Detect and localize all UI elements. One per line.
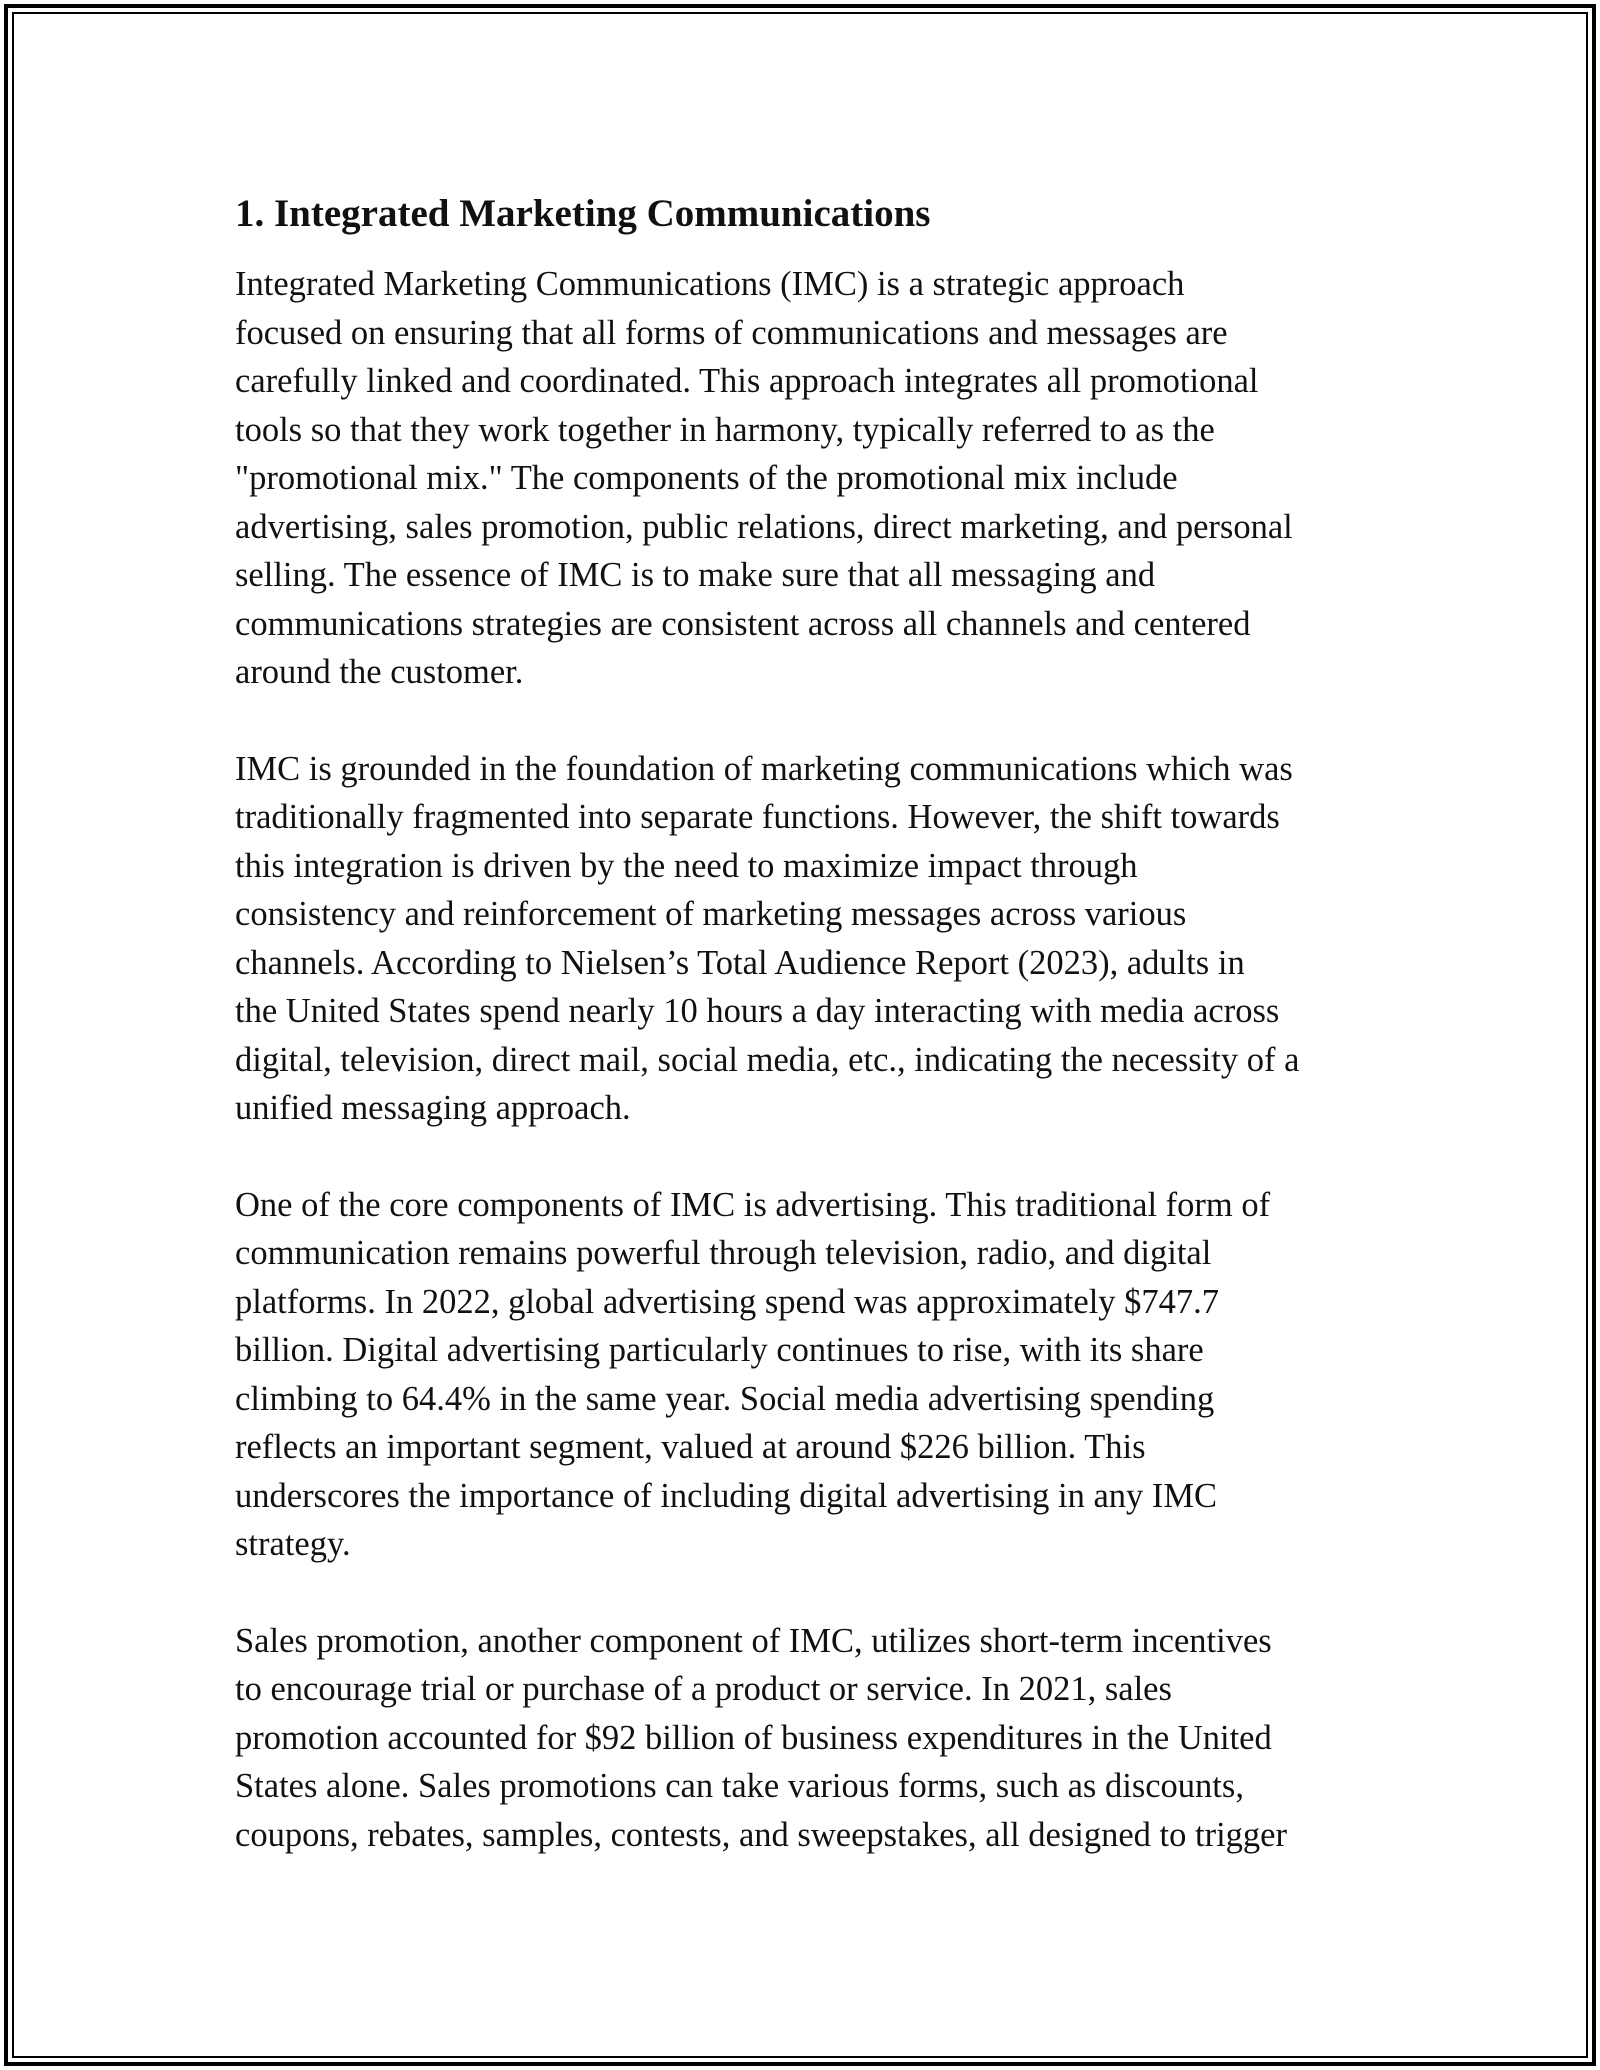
text-line: coupons, rebates, samples, contests, and sweepstakes, all designed to trigger (235, 1815, 1287, 1854)
text-line: selling. The essence of IMC is to make sure that all messaging and (235, 556, 1156, 594)
text-line: One of the core components of IMC is advertising. This traditional form of (235, 1185, 1271, 1224)
text-line: IMC is grounded in the foundation of marketing communications which was (235, 749, 1293, 788)
text-line: tools so that they work together in harmony, typically referred to as the (235, 410, 1215, 449)
text-line: focused on ensuring that all forms of communications and messages are (235, 313, 1228, 352)
text-line: to encourage trial or purchase of a product or service. In 2021, sales (235, 1670, 1172, 1708)
text-line: the United States spend nearly 10 hours a day interacting with media across (235, 992, 1280, 1030)
text-line: promotion accounted for $92 billion of business expenditures in the United (235, 1718, 1272, 1757)
paragraph-advertising (235, 1181, 1395, 1569)
paragraph-imc-definition (235, 260, 1395, 697)
text-line: around the customer. (235, 653, 524, 691)
text-line: advertising, sales promotion, public relations, direct marketing, and personal (235, 507, 1293, 546)
text-line: communications strategies are consistent across all channels and centered (235, 604, 1251, 643)
text-line: Sales promotion, another component of IMC, utilizes short-term incentives (235, 1621, 1272, 1660)
text-line: "promotional mix." The components of the promotional mix include (235, 459, 1178, 497)
text-line: digital, television, direct mail, social media, etc., indicating the necessity of a (235, 1040, 1300, 1079)
section-heading: 1. Integrated Marketing Communications (235, 192, 931, 235)
paragraph-imc-foundation (235, 745, 1395, 1133)
text-line: strategy. (235, 1525, 351, 1563)
text-line: communication remains powerful through television, radio, and digital (235, 1234, 1212, 1272)
text-line: billion. Digital advertising particularly continues to rise, with its share (235, 1331, 1204, 1369)
text-line: unified messaging approach. (235, 1089, 631, 1127)
document-body (235, 186, 1395, 1859)
paragraph-sales-promotion (235, 1617, 1395, 1860)
text-line: underscores the importance of including digital advertising in any IMC (235, 1476, 1218, 1515)
text-line: carefully linked and coordinated. This approach integrates all promotional (235, 362, 1259, 400)
text-line: climbing to 64.4% in the same year. Social media advertising spending (235, 1379, 1215, 1418)
text-line: this integration is driven by the need to maximize impact through (235, 846, 1138, 885)
text-line: reflects an important segment, valued at around $226 billion. This (235, 1428, 1146, 1466)
text-line: traditionally fragmented into separate functions. However, the shift towards (235, 798, 1280, 836)
text-line: consistency and reinforcement of marketing messages across various (235, 895, 1187, 933)
text-line: channels. According to Nielsen’s Total Audience Report (2023), adults in (235, 943, 1245, 982)
text-line: Integrated Marketing Communications (IMC) is a strategic approach (235, 265, 1185, 303)
text-line: platforms. In 2022, global advertising spend was approximately $747.7 (235, 1282, 1220, 1321)
text-line: States alone. Sales promotions can take various forms, such as discounts, (235, 1767, 1244, 1805)
